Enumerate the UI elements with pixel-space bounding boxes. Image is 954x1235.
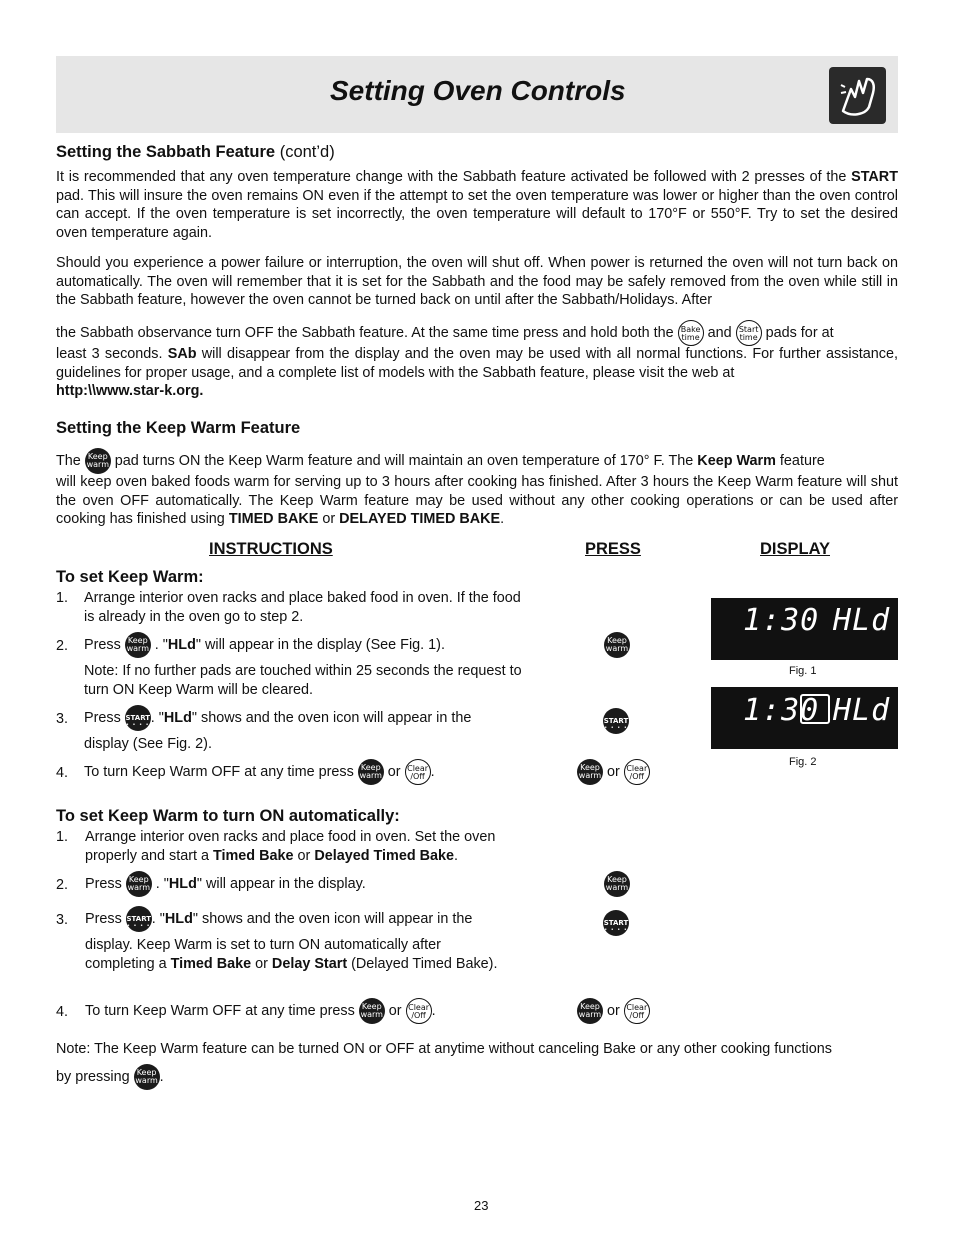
display-time: 1:30 [743, 603, 820, 638]
keepwarm-paragraph-1: The Keep warm pad turns ON the Keep Warm feature and will maintain an oven temperature of 170° F. The Keep Warm feature [56, 448, 898, 474]
fig2-caption: Fig. 2 [789, 756, 817, 768]
keep-warm-pad-icon: Keep warm [359, 998, 385, 1024]
section2-step3-cont: display. Keep Warm is set to turn ON automatically after completing a Timed Bake or Delay Start (Delayed Timed Bake). [85, 937, 498, 972]
start-time-pad-icon: Start time [736, 320, 762, 346]
oven-controls-hand-icon [829, 67, 886, 124]
oven-icon [800, 694, 830, 724]
bake-time-pad-icon: Bake time [678, 320, 704, 346]
keep-warm-pad-icon: Keep warm [85, 448, 111, 474]
page-number: 23 [474, 1198, 489, 1213]
sabbath-paragraph-3: the Sabbath observance turn OFF the Sabbath feature. At the same time press and hold both the Bake time and Start time pads for at [56, 320, 898, 346]
section2-step2: Press Keep warm . "HLd" will appear in the display. [85, 871, 525, 897]
start-pad-icon[interactable]: START • • • • [603, 708, 629, 734]
keepwarm-paragraph-2: will keep oven baked foods warm for serving up to 3 hours after cooking has finished. After 3 hours the Keep Warm feature will shut the oven OFF automatically. The Keep Warm feature may be used without any other cooking operations or can be used after cooking has finished using TIMED BAKE or DELAYED TIMED BAKE. [56, 474, 898, 527]
section2-step2-number: 2. [56, 877, 69, 893]
press-start-1[interactable] [603, 708, 629, 734]
footer-note-line2: by pressing Keep warm . [56, 1064, 898, 1090]
clear-off-pad-icon[interactable]: Clear /Off [624, 998, 650, 1024]
section2-step3-number: 3. [56, 912, 69, 928]
display-column-heading: DISPLAY [760, 540, 830, 558]
keep-warm-pad-icon: Keep warm [134, 1064, 160, 1090]
section1-step3-number: 3. [56, 711, 69, 727]
sabbath-paragraph-2: Should you experience a power failure or interruption, the oven will shut off. When power is returned the oven will not turn back on automatically. The oven will remember that it is set for the Sabbath and the food may be safely removed from the oven while still in the Sabbath feature, however the oven cannot be turned back on until after the Sabbath/Holidays. After [56, 255, 898, 308]
section2-step1: Arrange interior oven racks and place food in oven. Set the oven properly and start a Timed Bake or Delayed Timed Bake. [85, 829, 496, 864]
section2-step4-number: 4. [56, 1004, 69, 1020]
start-pad-icon: START • • • • [126, 906, 152, 932]
keep-warm-pad-icon: Keep warm [125, 632, 151, 658]
section2-heading: To set Keep Warm to turn ON automatically: [56, 807, 400, 825]
start-pad-icon: START • • • • [125, 705, 151, 731]
clear-off-pad-icon[interactable]: Clear /Off [624, 759, 650, 785]
keep-warm-pad-icon[interactable]: Keep warm [604, 632, 630, 658]
section2-step4: To turn Keep Warm OFF at any time press Keep warm or Clear /Off . [85, 998, 525, 1024]
press-keep-warm-or-clear-2: Keep warm or Clear /Off [577, 998, 650, 1024]
section1-step2-number: 2. [56, 638, 69, 654]
section1-step4-number: 4. [56, 765, 69, 781]
keepwarm-heading: Setting the Keep Warm Feature [56, 419, 301, 437]
footer-note-line1: Note: The Keep Warm feature can be turned ON or OFF at anytime without canceling Bake or any other cooking functions [56, 1041, 832, 1057]
clear-off-pad-icon: Clear /Off [406, 998, 432, 1024]
section2-step1-number: 1. [56, 829, 69, 845]
section1-step2: Press Keep warm . "HLd" will appear in the display (See Fig. 1). [84, 632, 524, 658]
press-keep-warm-2[interactable] [604, 871, 630, 897]
display-fig1 [711, 598, 898, 660]
display-mode: HLd [833, 693, 891, 728]
fig1-caption: Fig. 1 [789, 665, 817, 677]
section1-step1-number: 1. [56, 590, 69, 606]
sabbath-heading: Setting the Sabbath Feature (cont’d) [56, 143, 335, 161]
keep-warm-pad-icon[interactable]: Keep warm [577, 998, 603, 1024]
press-start-2[interactable] [603, 910, 629, 936]
display-time: 1:30 [743, 693, 820, 728]
page-title: Setting Oven Controls [330, 75, 626, 106]
keep-warm-pad-icon: Keep warm [126, 871, 152, 897]
section1-note: Note: If no further pads are touched within 25 seconds the request to turn ON Keep Warm will be cleared. [84, 663, 522, 698]
section1-step1: Arrange interior oven racks and place baked food in oven. If the food is already in the oven go to step 2. [84, 590, 521, 625]
start-pad-icon[interactable]: START • • • • [603, 910, 629, 936]
section2-step3: Press START • • • • . "HLd" shows and the oven icon will appear in the [85, 906, 525, 932]
press-column-heading: PRESS [585, 540, 641, 558]
keep-warm-pad-icon[interactable]: Keep warm [604, 871, 630, 897]
press-keep-warm-or-clear-1: Keep warm or Clear /Off [577, 759, 650, 785]
section1-step3-cont: display (See Fig. 2). [84, 736, 212, 752]
section1-step4: To turn Keep Warm OFF at any time press Keep warm or Clear /Off . [84, 759, 524, 785]
display-mode: HLd [833, 603, 891, 638]
section1-heading: To set Keep Warm: [56, 568, 204, 586]
press-keep-warm-1[interactable] [604, 632, 630, 658]
star-k-url[interactable]: http:\\www.star-k.org. [56, 383, 204, 399]
keep-warm-pad-icon[interactable]: Keep warm [577, 759, 603, 785]
sabbath-paragraph-4: least 3 seconds. SAb will disappear from the display and the oven may be used with all normal functions. For further assistance, guidelines for proper usage, and a complete list of models with the Sabbath feature, please visit the web at http:\\www.star-k.org. [56, 346, 899, 399]
display-fig2 [711, 687, 898, 749]
keep-warm-pad-icon: Keep warm [358, 759, 384, 785]
sabbath-paragraph-1: It is recommended that any oven temperature change with the Sabbath feature activated be followed with 2 presses of the START pad. This will insure the oven remains ON even if the attempt to set the oven temperature was lower or higher than the oven control can accept. If the oven temperature is set incorrectly, the oven temperature will default to 170°F or 550°F. Try to set the desired oven temperature again. [56, 169, 898, 241]
instructions-column-heading: INSTRUCTIONS [209, 540, 333, 558]
section1-step3: Press START • • • • . "HLd" shows and the oven icon will appear in the [84, 705, 524, 731]
clear-off-pad-icon: Clear /Off [405, 759, 431, 785]
